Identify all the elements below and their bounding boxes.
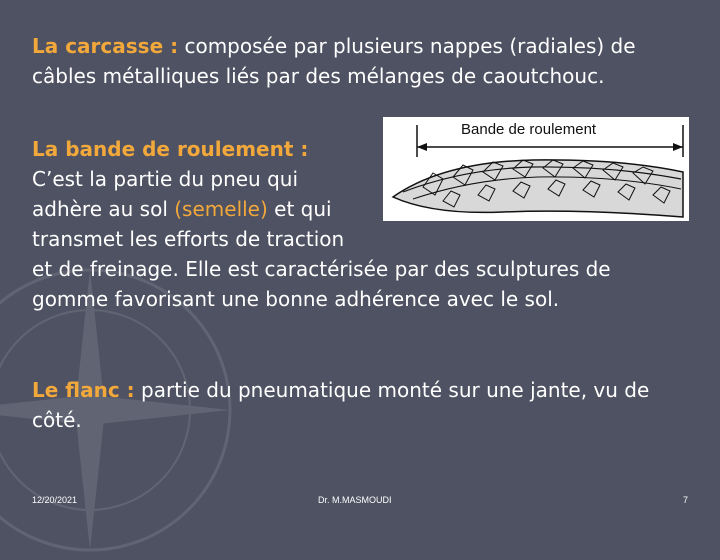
bande-line2a: adhère au sol bbox=[32, 197, 175, 221]
semelle-highlight: (semelle) bbox=[174, 197, 268, 221]
tread-figure bbox=[383, 117, 689, 221]
bande-line3: transmet les efforts de traction bbox=[32, 227, 345, 251]
bande-heading: La bande de roulement : bbox=[32, 137, 309, 161]
bande-line2b: et qui bbox=[267, 197, 332, 221]
carcasse-line2: câbles métalliques liés par des mélanges de caoutchouc. bbox=[32, 64, 605, 88]
footer-page-number: 7 bbox=[683, 495, 689, 505]
figure-label: Bande de roulement bbox=[461, 121, 597, 138]
bande-line5: gomme favorisant une bonne adhérence avec le sol. bbox=[32, 287, 560, 311]
footer-date: 12/20/2021 bbox=[32, 495, 78, 505]
flanc-text: partie du pneumatique monté sur une jante, vu de bbox=[134, 378, 650, 402]
carcasse-heading: La carcasse : bbox=[32, 34, 179, 58]
bande-line4: et de freinage. Elle est caractérisée par des sculptures de bbox=[32, 257, 611, 281]
flanc-line2: côté. bbox=[32, 408, 82, 432]
tread-illustration bbox=[383, 117, 689, 221]
flanc-paragraph bbox=[32, 375, 692, 435]
carcasse-paragraph bbox=[32, 31, 692, 91]
flanc-heading: Le flanc : bbox=[32, 378, 135, 402]
carcasse-text: composée par plusieurs nappes (radiales) de bbox=[178, 34, 636, 58]
bande-line1: C’est la partie du pneu qui bbox=[32, 167, 299, 191]
footer-author: Dr. M.MASMOUDI bbox=[318, 495, 392, 505]
